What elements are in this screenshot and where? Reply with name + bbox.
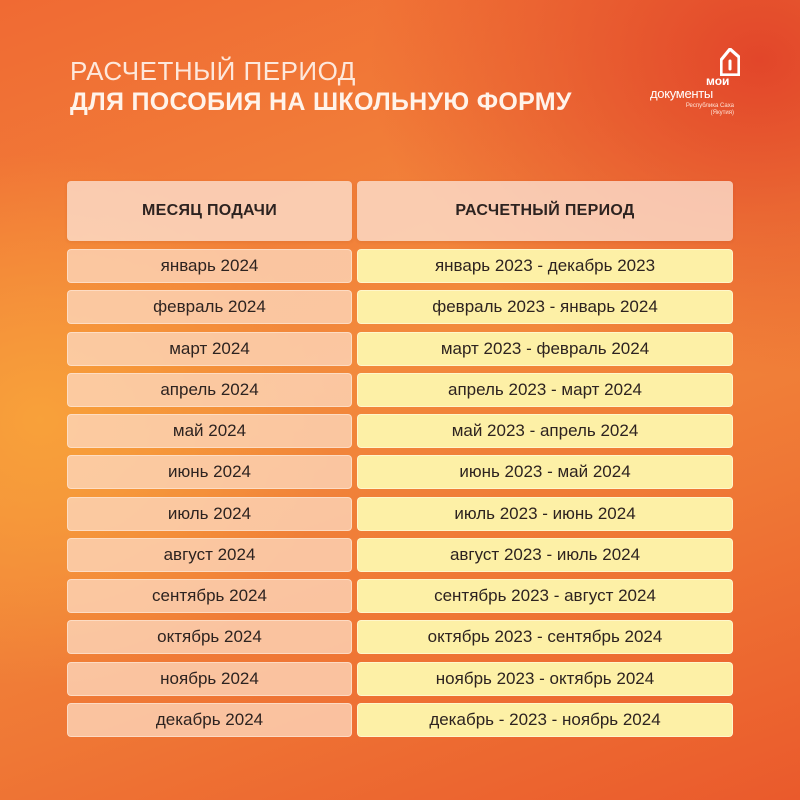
column-header-month: МЕСЯЦ ПОДАЧИ xyxy=(67,181,352,241)
logo-text-region: Республика Саха (Якутия) xyxy=(685,103,734,116)
table-row-period-cell: декабрь - 2023 - ноябрь 2024 xyxy=(357,703,733,737)
table-row-month-cell: декабрь 2024 xyxy=(67,703,352,737)
table-row-month-cell: май 2024 xyxy=(67,414,352,448)
table-row-month-cell: июль 2024 xyxy=(67,497,352,531)
table-row-period-cell: март 2023 - февраль 2024 xyxy=(357,332,733,366)
table-row-period-cell: сентябрь 2023 - август 2024 xyxy=(357,579,733,613)
table-row-month-cell: февраль 2024 xyxy=(67,290,352,324)
column-header-period: РАСЧЕТНЫЙ ПЕРИОД xyxy=(357,181,733,241)
table-row-period-cell: январь 2023 - декабрь 2023 xyxy=(357,249,733,283)
table-row-period-cell: февраль 2023 - январь 2024 xyxy=(357,290,733,324)
table-row-period-cell: ноябрь 2023 - октябрь 2024 xyxy=(357,662,733,696)
moi-dokumenty-logo-icon xyxy=(720,48,740,76)
table-row-month-cell: сентябрь 2024 xyxy=(67,579,352,613)
page-title-line2: ДЛЯ ПОСОБИЯ НА ШКОЛЬНУЮ ФОРМУ xyxy=(70,88,572,116)
table-row-month-cell: ноябрь 2024 xyxy=(67,662,352,696)
table-row-period-cell: июль 2023 - июнь 2024 xyxy=(357,497,733,531)
table-row-month-cell: апрель 2024 xyxy=(67,373,352,407)
table-row-month-cell: июнь 2024 xyxy=(67,455,352,489)
table-row-period-cell: май 2023 - апрель 2024 xyxy=(357,414,733,448)
table-row-month-cell: март 2024 xyxy=(67,332,352,366)
page-title-line1: РАСЧЕТНЫЙ ПЕРИОД xyxy=(70,56,356,86)
table-row-month-cell: август 2024 xyxy=(67,538,352,572)
table-row-period-cell: апрель 2023 - март 2024 xyxy=(357,373,733,407)
table-row-month-cell: октябрь 2024 xyxy=(67,620,352,654)
logo-text-dokumenty: документы xyxy=(650,86,713,101)
logo-text-moi: мои xyxy=(706,74,730,88)
table-row-period-cell: август 2023 - июль 2024 xyxy=(357,538,733,572)
table-row-period-cell: октябрь 2023 - сентябрь 2024 xyxy=(357,620,733,654)
table-row-period-cell: июнь 2023 - май 2024 xyxy=(357,455,733,489)
table-row-month-cell: январь 2024 xyxy=(67,249,352,283)
moi-dokumenty-logo xyxy=(650,48,740,128)
